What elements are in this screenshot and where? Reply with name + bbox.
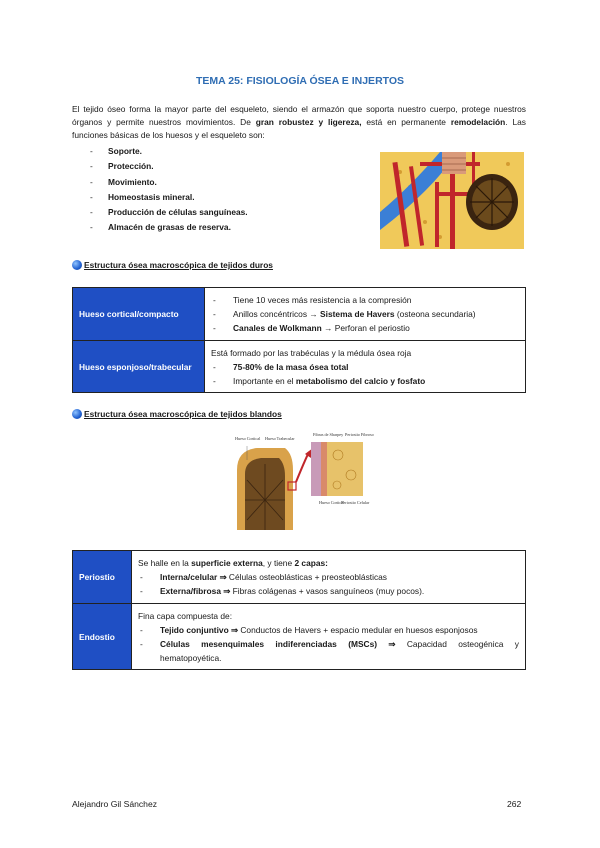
hard-tissue-table bbox=[72, 287, 526, 393]
label-sharpey: Fibras de Sharpey bbox=[313, 432, 344, 437]
list-item: - Protección. bbox=[90, 159, 248, 174]
table-row bbox=[73, 604, 526, 670]
bullet-icon bbox=[72, 260, 82, 270]
list-item: - Interna/celular ⇒ Células osteoblásticas + preosteoblásticas bbox=[138, 570, 519, 584]
soft-tissue-table bbox=[72, 550, 526, 670]
table-row bbox=[73, 551, 526, 604]
label-periostio-celular: Periostio Celular bbox=[341, 500, 370, 505]
intro-paragraph: El tejido óseo forma la mayor parte del esqueleto, siendo el armazón que soporta nuestro cuerpo, protege nuestros órganos y permite nuestros movimientos. De gran robustez y ligereza, está en permanente remodelación. Las funciones básicas de los huesos y el esqueleto son: bbox=[72, 104, 526, 140]
list-item: - Canales de Wolkmann → Perforan el periostio bbox=[211, 321, 519, 335]
page-title: TEMA 25: FISIOLOGÍA ÓSEA E INJERTOS bbox=[195, 75, 405, 87]
list-item: - Importante en el metabolismo del calcio y fosfato bbox=[211, 374, 519, 388]
footer-author: Alejandro Gil Sánchez bbox=[72, 799, 158, 809]
cortical-label: Hueso cortical/compacto bbox=[73, 288, 205, 341]
spongy-content bbox=[205, 341, 526, 393]
list-item: - Producción de células sanguíneas. bbox=[90, 205, 248, 220]
list-item: - Tejido conjuntivo ⇒ Conductos de Havers + espacio medular en huesos esponjosos bbox=[138, 623, 519, 637]
list-item: - Tiene 10 veces más resistencia a la compresión bbox=[211, 293, 519, 307]
periosteum-diagram bbox=[233, 430, 374, 530]
cortical-content bbox=[205, 288, 526, 341]
list-item: - Externa/fibrosa ⇒ Fibras colágenas + vasos sanguíneos (muy pocos). bbox=[138, 584, 519, 598]
bullet-icon bbox=[72, 409, 82, 419]
periostio-label: Periostio bbox=[73, 551, 132, 604]
cell-text: Está formado por las trabéculas y la médula ósea roja bbox=[211, 347, 412, 358]
bone-structure-illustration bbox=[380, 152, 524, 249]
endostio-content bbox=[132, 604, 526, 670]
list-item: - Homeostasis mineral. bbox=[90, 190, 248, 205]
section-heading-soft: Estructura ósea macroscópica de tejidos blandos bbox=[72, 409, 282, 419]
list-item: - Anillos concéntricos → Sistema de Havers (osteona secundaria) bbox=[211, 307, 519, 321]
functions-list bbox=[90, 144, 248, 236]
spongy-label: Hueso esponjoso/trabecular bbox=[73, 341, 205, 393]
cell-text: Fina capa compuesta de: bbox=[138, 610, 233, 621]
table-row bbox=[73, 288, 526, 341]
periostio-content bbox=[132, 551, 526, 604]
endostio-label: Endostio bbox=[73, 604, 132, 670]
list-item: - 75-80% de la masa ósea total bbox=[211, 360, 519, 374]
list-item: - Almacén de grasas de reserva. bbox=[90, 220, 248, 235]
section-heading-hard: Estructura ósea macroscópica de tejidos duros bbox=[72, 260, 273, 270]
label-periostio-fibroso: Periostio Fibroso bbox=[345, 432, 374, 437]
label-cortical: Hueso Cortical bbox=[235, 436, 261, 441]
cell-text: Se halle en la superficie externa, y tiene 2 capas: bbox=[138, 558, 328, 568]
label-trabecular: Hueso Trabecular bbox=[265, 436, 295, 441]
list-item: - Movimiento. bbox=[90, 175, 248, 190]
footer-page-number: 262 bbox=[507, 799, 522, 809]
list-item: - Soporte. bbox=[90, 144, 248, 159]
table-row bbox=[73, 341, 526, 393]
list-item: - Células mesenquimales indiferenciadas (MSCs) ⇒ Capacidad osteogénica y hematopoyética. bbox=[138, 637, 519, 665]
label-cortical-2: Hueso Cortical bbox=[319, 500, 345, 505]
